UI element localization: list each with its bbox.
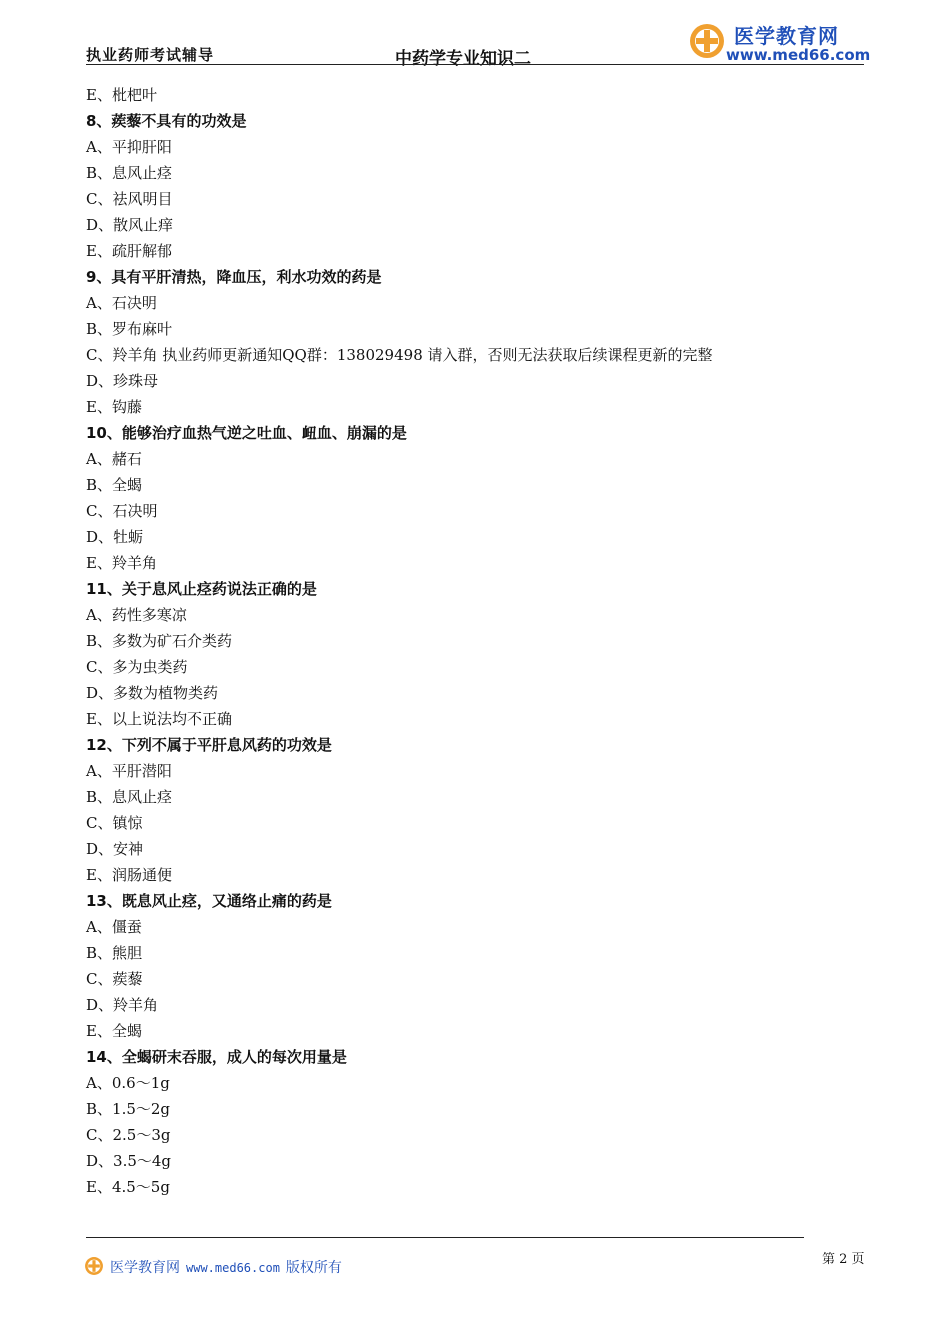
logo-site-url: www.med66.com xyxy=(726,46,871,64)
question-stem: 9、具有平肝清热，降血压，利水功效的药是 xyxy=(86,268,382,286)
question-list xyxy=(86,82,866,1200)
answer-option: A、平肝潜阳 xyxy=(86,762,172,780)
answer-option: C、石决明 xyxy=(86,502,158,520)
footer-rights: 版权所有 xyxy=(285,1260,342,1276)
answer-option: B、全蝎 xyxy=(86,476,143,494)
answer-option: E、以上说法均不正确 xyxy=(86,710,232,728)
question-stem: 13、既息风止痉，又通络止痛的药是 xyxy=(86,892,332,910)
answer-option: E、钩藤 xyxy=(86,398,142,416)
footer-copyright xyxy=(110,1257,342,1277)
answer-option: D、安神 xyxy=(86,840,144,858)
page-number: 第 2 页 xyxy=(822,1252,865,1267)
answer-option: C、2.5～3g xyxy=(86,1126,171,1144)
answer-option: E、全蝎 xyxy=(86,1022,142,1040)
answer-option: A、药性多寒凉 xyxy=(86,606,187,624)
footer-site-url: www.med66.com xyxy=(186,1261,280,1275)
answer-option: A、石决明 xyxy=(86,294,157,312)
answer-option: D、羚羊角 xyxy=(86,996,159,1014)
answer-option: C、祛风明目 xyxy=(86,190,173,208)
header-course-title: 执业药师考试辅导 xyxy=(86,46,215,64)
answer-option: C、蒺藜 xyxy=(86,970,143,988)
answer-option: E、枇杷叶 xyxy=(86,86,157,104)
question-stem: 14、全蝎研末吞服，成人的每次用量是 xyxy=(86,1048,347,1066)
answer-option: E、疏肝解郁 xyxy=(86,242,172,260)
answer-option: A、僵蚕 xyxy=(86,918,142,936)
answer-option: D、3.5～4g xyxy=(86,1152,172,1170)
answer-option: E、4.5～5g xyxy=(86,1178,170,1196)
footer-divider xyxy=(86,1237,804,1238)
answer-option: E、羚羊角 xyxy=(86,554,157,572)
question-stem: 11、关于息风止痉药说法正确的是 xyxy=(86,580,317,598)
answer-option: B、1.5～2g xyxy=(86,1100,171,1118)
answer-option: D、珍珠母 xyxy=(86,372,159,390)
answer-option: B、息风止痉 xyxy=(86,164,173,182)
answer-option: D、多数为植物类药 xyxy=(86,684,219,702)
answer-option: B、多数为矿石介类药 xyxy=(86,632,233,650)
answer-option: A、赭石 xyxy=(86,450,142,468)
answer-option: C、镇惊 xyxy=(86,814,143,832)
answer-option: D、牡蛎 xyxy=(86,528,144,546)
footer-medical-cross-icon xyxy=(84,1256,104,1276)
site-logo xyxy=(688,20,871,64)
question-stem: 8、蒺藜不具有的功效是 xyxy=(86,112,247,130)
answer-option: A、0.6～1g xyxy=(86,1074,170,1092)
header-subject-title: 中药学专业知识二 xyxy=(395,49,531,69)
answer-option: C、多为虫类药 xyxy=(86,658,188,676)
medical-cross-logo-icon xyxy=(688,22,726,60)
answer-option: C、羚羊角 执业药师更新通知QQ群：138029498 请入群，否则无法获取后续课程更新的完整 xyxy=(86,346,713,364)
answer-option: A、平抑肝阳 xyxy=(86,138,172,156)
answer-option: B、息风止痉 xyxy=(86,788,173,806)
footer-site-name: 医学教育网 xyxy=(110,1260,180,1276)
question-stem: 12、下列不属于平肝息风药的功效是 xyxy=(86,736,332,754)
answer-option: E、润肠通便 xyxy=(86,866,172,884)
answer-option: B、熊胆 xyxy=(86,944,143,962)
question-stem: 10、能够治疗血热气逆之吐血、衄血、崩漏的是 xyxy=(86,424,407,442)
header-divider xyxy=(86,64,864,65)
answer-option: B、罗布麻叶 xyxy=(86,320,173,338)
answer-option: D、散风止痒 xyxy=(86,216,174,234)
logo-site-name: 医学教育网 xyxy=(734,24,839,48)
